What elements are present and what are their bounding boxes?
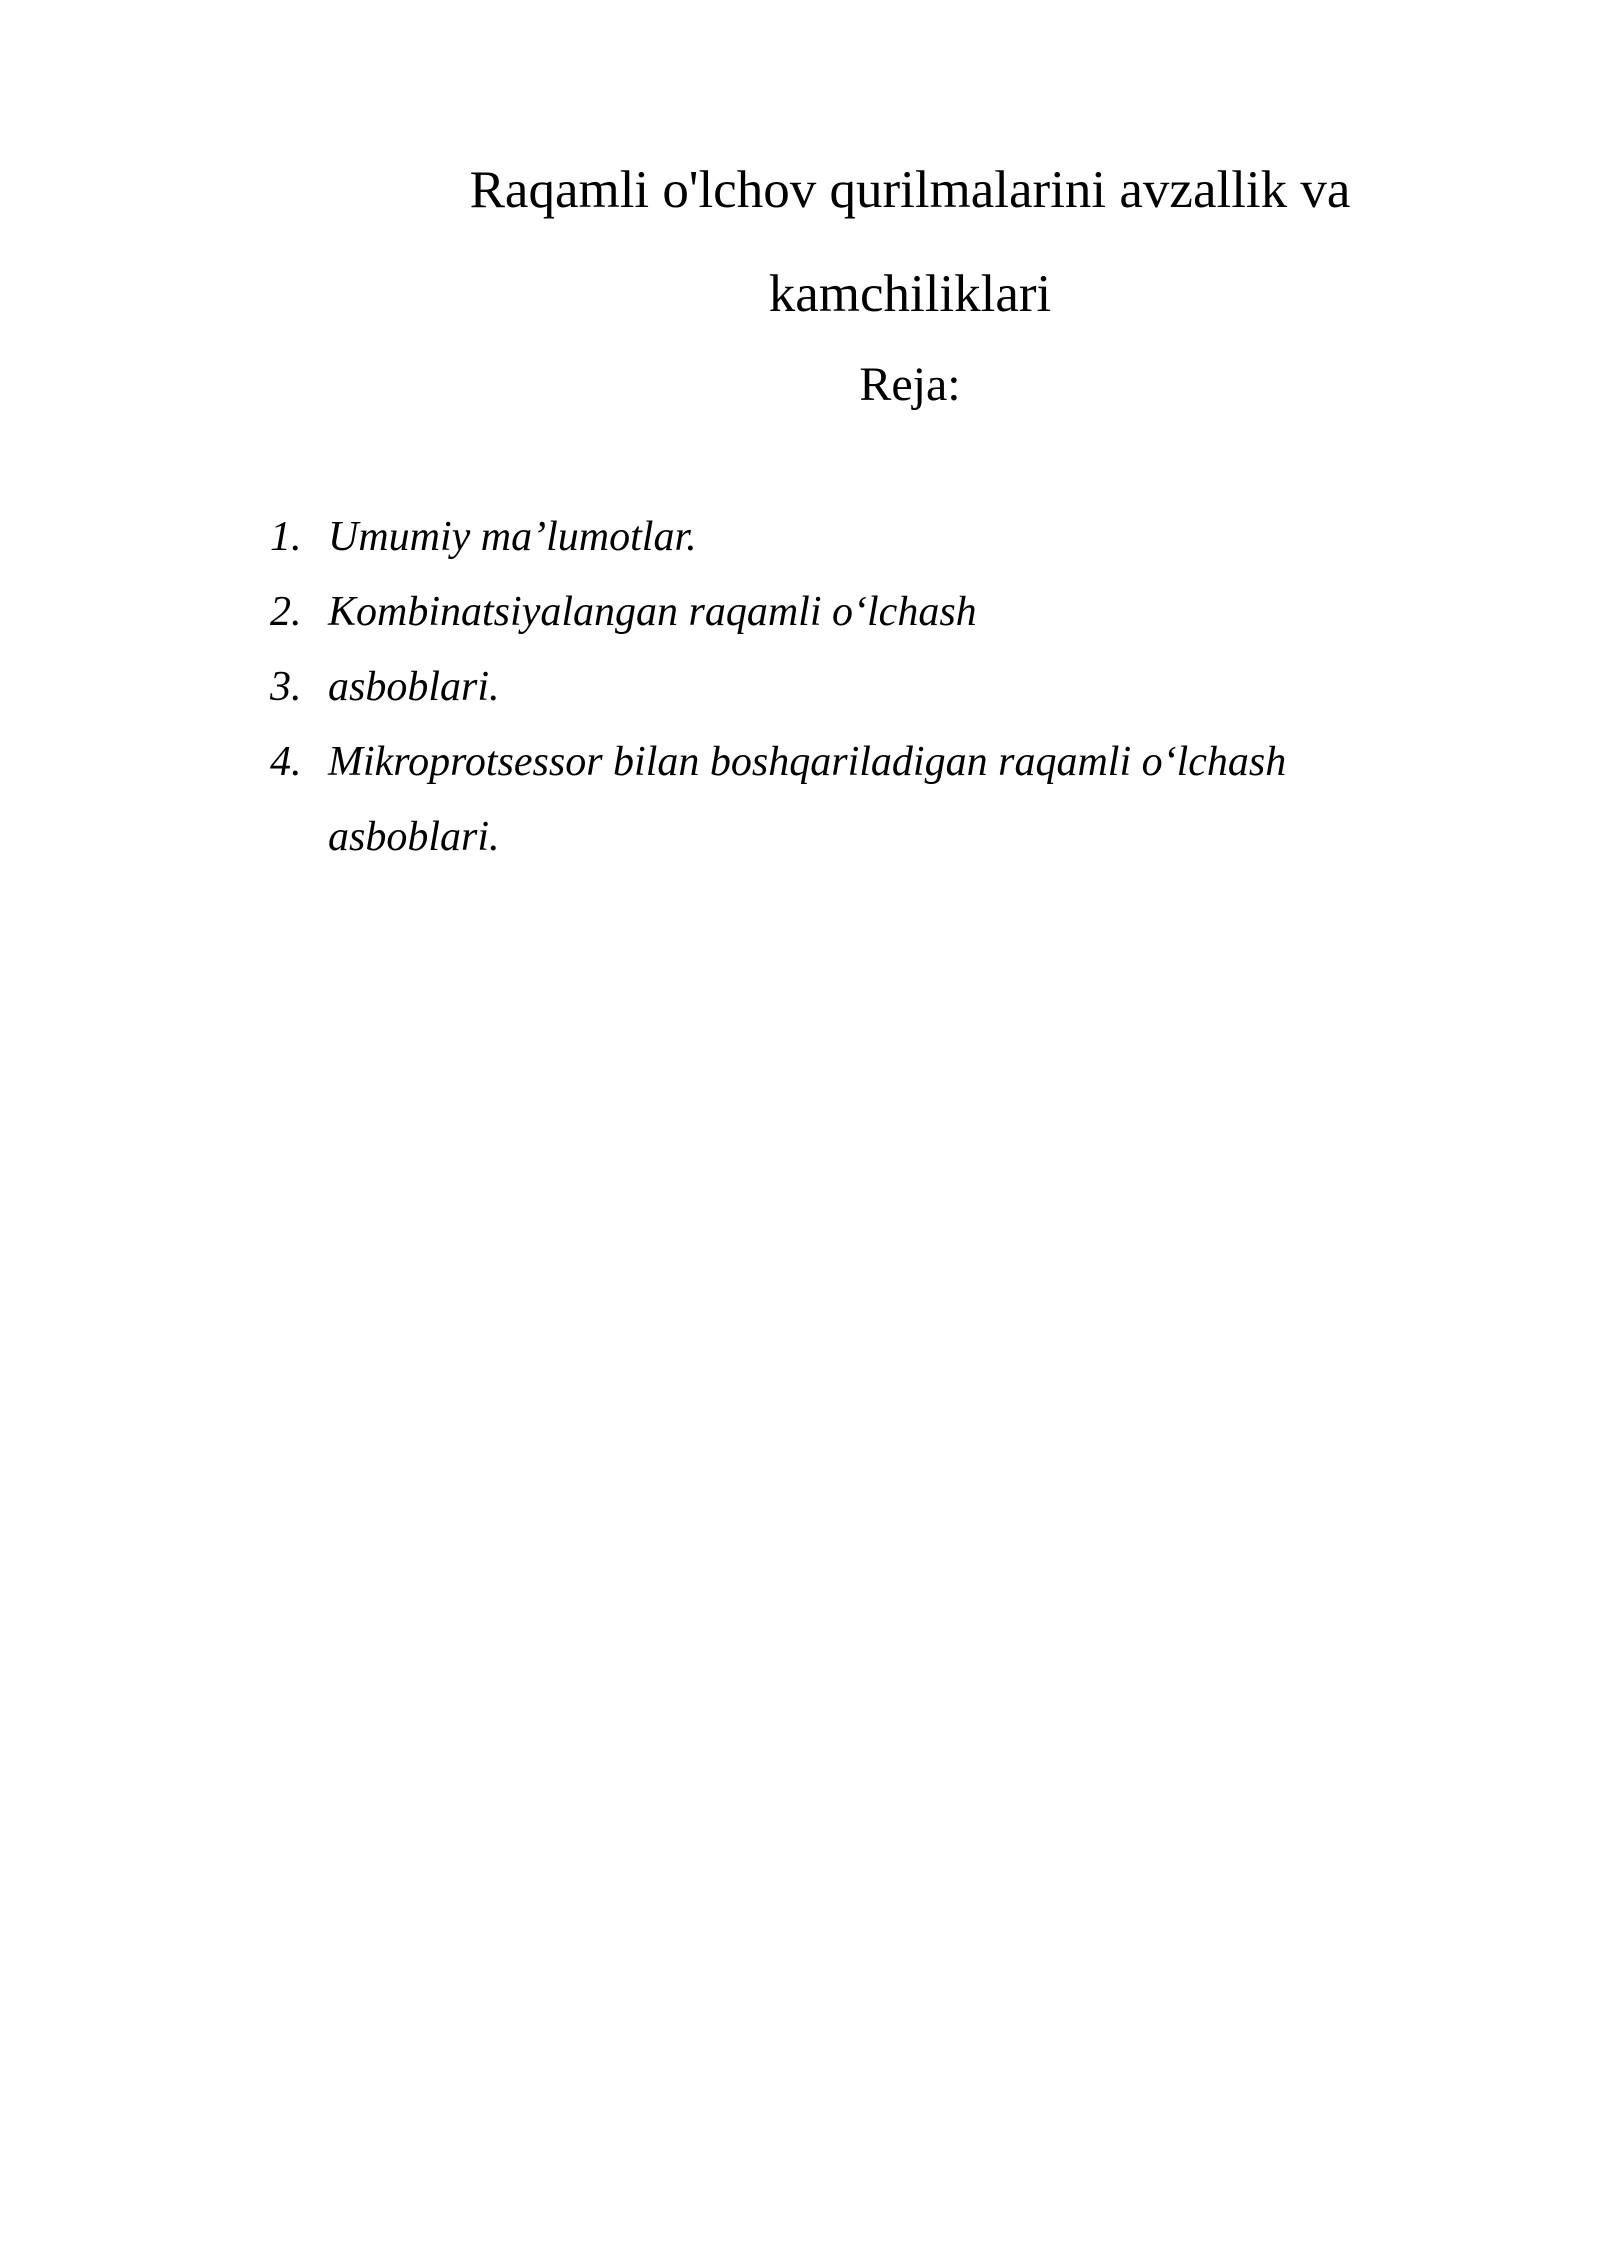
plan-item-number: 4. xyxy=(270,739,302,785)
plan-list xyxy=(270,500,1420,875)
plan-item-text: Umumiy ma’lumotlar. xyxy=(328,514,697,560)
document-title xyxy=(400,138,1420,346)
plan-item-text: asboblari. xyxy=(328,664,500,710)
plan-item-text: Kombinatsiyalangan raqamli o‘lchash xyxy=(328,589,977,635)
plan-item-2 xyxy=(270,575,1420,650)
plan-heading: Reja: xyxy=(859,358,961,411)
plan-item-1 xyxy=(270,500,1420,575)
title-line-2: kamchiliklari xyxy=(768,265,1052,323)
plan-item-3 xyxy=(270,650,1420,725)
plan-item-number: 3. xyxy=(270,664,302,710)
plan-item-number: 1. xyxy=(270,514,302,560)
plan-item-number: 2. xyxy=(270,589,302,635)
plan-item-text: Mikroprotsessor bilan boshqariladigan raqamli o‘lchash asboblari. xyxy=(328,739,1287,860)
title-line-1: Raqamli o'lchov qurilmalarini avzallik va xyxy=(469,161,1351,219)
plan-item-4 xyxy=(270,725,1420,875)
